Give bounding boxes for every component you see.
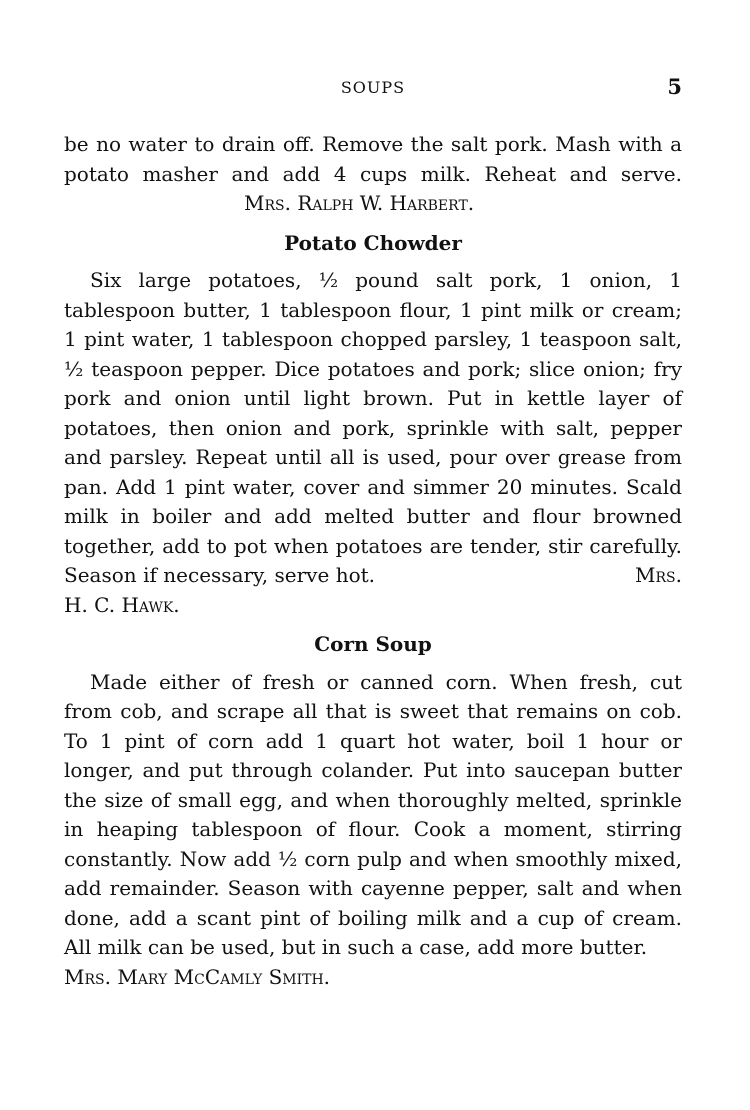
page-number: 5 — [667, 74, 682, 99]
signature-hawk: Mrs. H. C. Hawk. — [64, 563, 682, 617]
continuation-text: be no water to drain off. Remove the salt pork. Mash with a potato masher and add 4 cups milk. Reheat and serve. — [64, 132, 682, 186]
potato-chowder-text: Six large potatoes, ½ pound salt pork, 1 onion, 1 tablespoon butter, 1 tablespoon flour, 1 pint milk or cream; 1 pint water, 1 tablespoon chopped parsley, 1 teaspoon salt, ½ teaspoon pepper. Dice potatoes and pork; slice onion; fry pork and onion until light brown. Put in kettle layer of potatoes, then onion and pork, sprinkle with salt, pepper and parsley. Repeat until all is used, pour over grease from pan. Add 1 pint water, cover and simmer 20 minutes. Scald milk in boiler and add melted butter and flour browned together, add to pot when potatoes are tender, stir carefully. Season if necessary, serve hot. — [64, 268, 682, 587]
recipe-title-potato-chowder: Potato Chowder — [284, 230, 462, 255]
recipe-text-potato-chowder — [64, 266, 682, 620]
signature-harbert: Mrs. Ralph W. Harbert. — [244, 191, 475, 215]
page-body — [64, 130, 682, 992]
recipe-title-corn-soup: Corn Soup — [314, 632, 432, 656]
running-head: SOUPS — [340, 78, 406, 97]
continuation-paragraph — [64, 130, 682, 219]
recipe-text-corn-soup: Made either of fresh or canned corn. When fresh, cut from cob, and scrape all that is sweet that remains on cob. To 1 pint of corn add 1 quart hot water, boil 1 hour or longer, and put through colander. Put into saucepan butter the size of small egg, and when thoroughly melted, sprinkle in heaping tablespoon of flour. Cook a moment, stirring constantly. Now add ½ corn pulp and when smoothly mixed, add remainder. Season with cayenne pepper, salt and when done, add a scant pint of boiling milk and a cup of cream. All milk can be used, but in such a case, add more butter. — [64, 669, 682, 959]
page-header — [64, 74, 682, 102]
signature-smith: Mrs. Mary McCamly Smith. — [64, 964, 331, 989]
